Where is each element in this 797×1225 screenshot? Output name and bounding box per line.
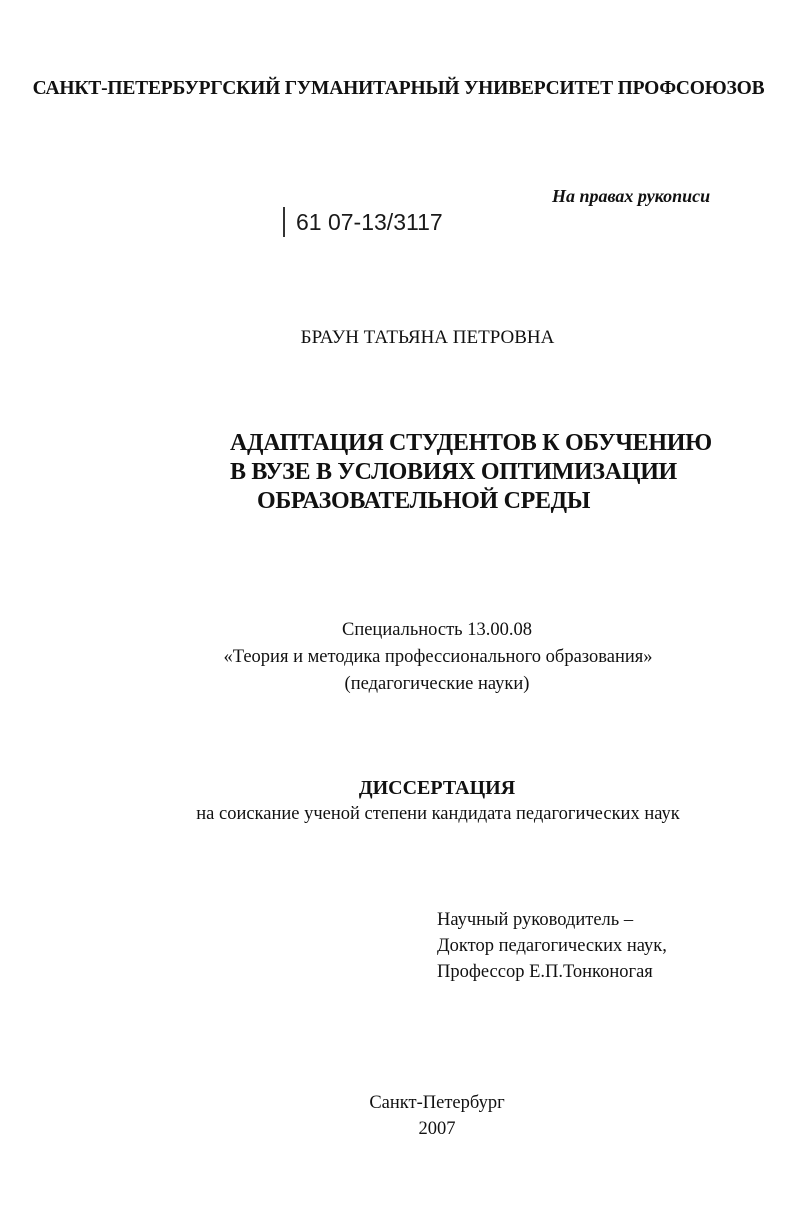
advisor-degree: Доктор педагогических наук,	[437, 936, 667, 956]
advisor-role: Научный руководитель –	[437, 910, 634, 930]
year: 2007	[418, 1119, 456, 1139]
stamp-mark	[283, 207, 285, 237]
advisor-name: Профессор Е.П.Тонконогая	[437, 962, 653, 982]
author-name: БРАУН ТАТЬЯНА ПЕТРОВНА	[300, 327, 555, 348]
dissertation-heading: ДИССЕРТАЦИЯ	[358, 777, 516, 799]
city: Санкт-Петербург	[369, 1093, 505, 1113]
title-line-1: АДАПТАЦИЯ СТУДЕНТОВ К ОБУЧЕНИЮ	[230, 430, 712, 456]
specialty-code: Специальность 13.00.08	[341, 620, 532, 640]
title-line-2: В ВУЗЕ В УСЛОВИЯХ ОПТИМИЗАЦИИ	[230, 459, 677, 485]
manuscript-note: На правах рукописи	[552, 186, 711, 206]
specialty-field: (педагогические науки)	[344, 674, 530, 694]
title-line-3: ОБРАЗОВАТЕЛЬНОЙ СРЕДЫ	[257, 488, 591, 514]
specialty-name: «Теория и методика профессионального образования»	[223, 647, 653, 667]
degree-line: на соискание ученой степени кандидата педагогических наук	[196, 804, 680, 824]
stamp-number: 61 07-13/3117	[296, 209, 443, 235]
university-name: САНКТ-ПЕТЕРБУРГСКИЙ ГУМАНИТАРНЫЙ УНИВЕРСИТЕТ ПРОФСОЮЗОВ	[32, 78, 765, 99]
